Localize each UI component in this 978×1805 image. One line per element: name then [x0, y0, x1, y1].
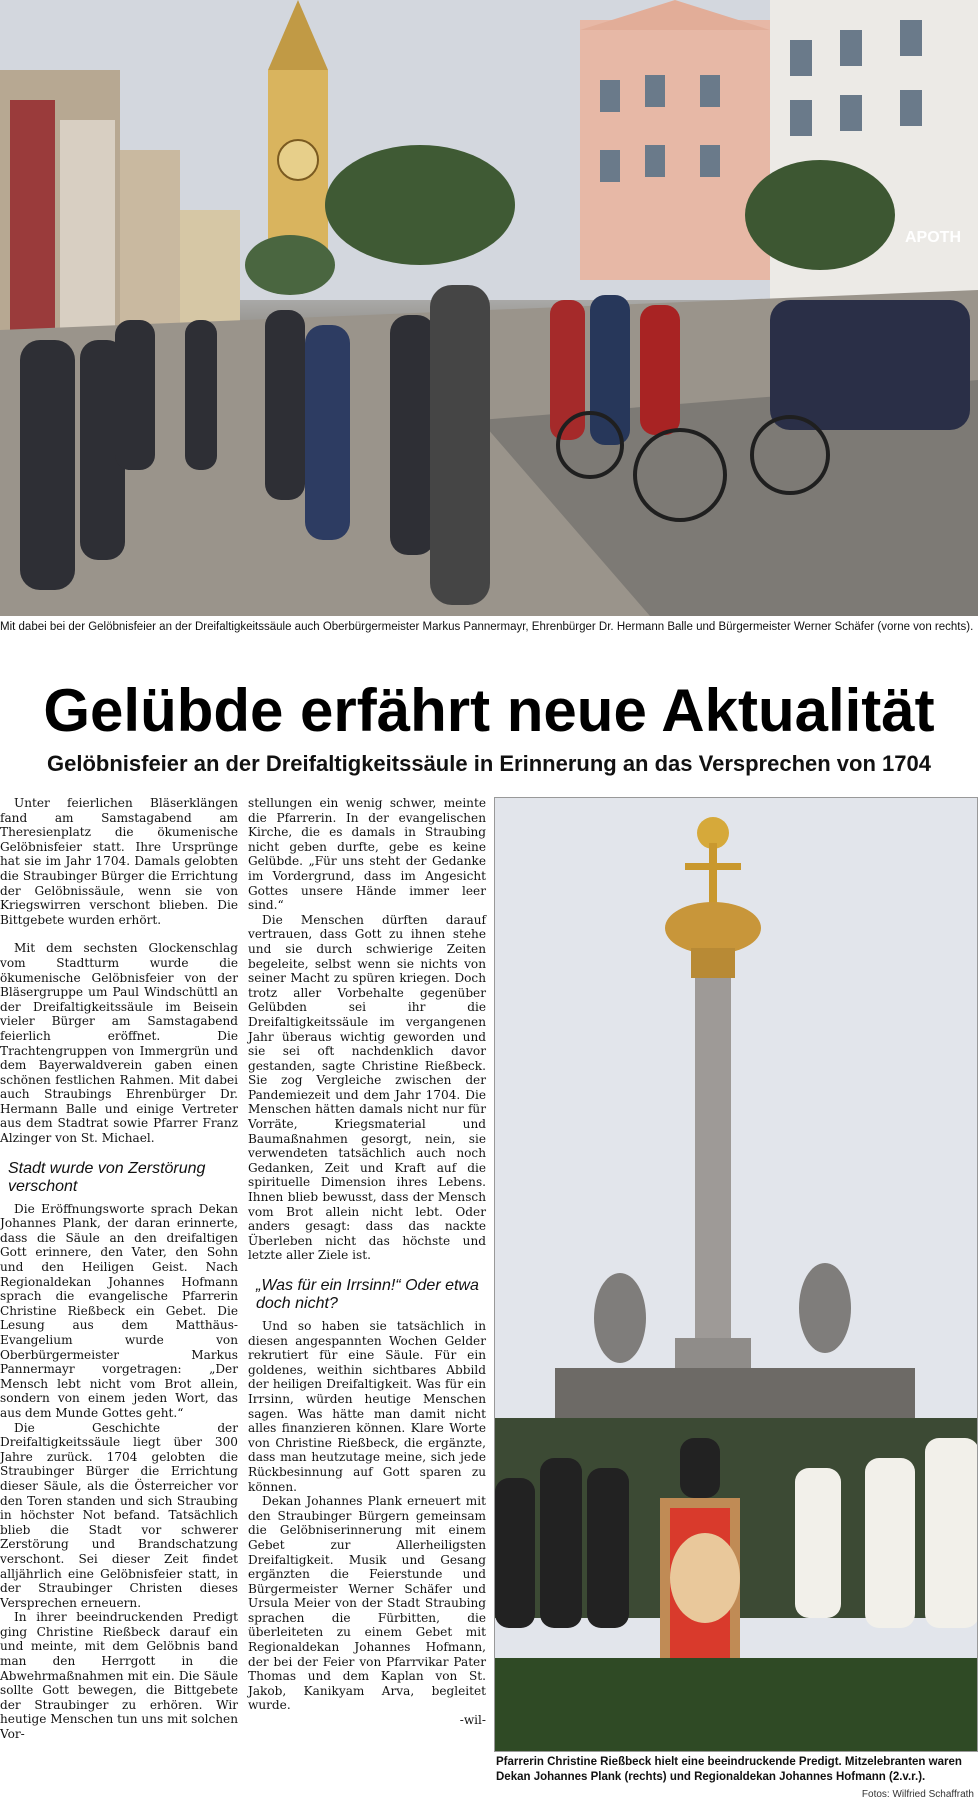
photo-credit: Fotos: Wilfried Schaffrath — [861, 1789, 974, 1800]
paragraph: Die Geschichte der Dreifaltigkeitssäule liegt über 300 Jahre zurück. 1704 gelobten die Straubinger Bürger die Errichtung dieser Säule, als die Österreicher vor den Toren standen und sich Straubing in höchster Not befand. Tatsächlich blieb die Stadt vor schwerer Zerstörung und Brandschatzung verschont. Sei dieser Zeit findet alljährlich eine Gelöbnisfeier statt, in der Straubinger Christen dieses Versprechen erneuern. — [0, 1420, 238, 1610]
article-headline: Gelübde erfährt neue Aktualität — [43, 677, 935, 744]
top-photo-illustration — [0, 0, 978, 616]
article-column-2 — [248, 796, 486, 1728]
paragraph: stellungen ein wenig schwer, meinte die Pfarrerin. In der evangelischen Kirche, die es damals in Straubing nicht geben durfte, gebe es keine Gelübde. „Für uns steht der Gedanke im Vordergrund, dass im Angesicht Gottes unsere Hände immer leer sind.“ — [248, 796, 486, 913]
section-subheading: Stadt wurde von Zerstörung verschont — [8, 1159, 206, 1195]
bottom-photo-illustration — [495, 798, 978, 1752]
pharmacy-sign-text: APOTH — [905, 229, 961, 246]
top-photo — [0, 0, 978, 616]
paragraph: In ihrer beeindruckenden Predigt ging Christine Rießbeck darauf ein und meinte, mit dem Gelöbnis band man den Herrgott in die Abwehrmaßnahmen mit ein. Die Säule sollte Gott bewegen, die Bittgebete der Straubinger zu erhören. Wir heutige Menschen tun uns mit solchen Vor- — [0, 1610, 238, 1742]
paragraph: Mit dem sechsten Glockenschlag vom Stadtturm wurde die ökumenische Gelöbnisfeier von der Bläsergruppe um Paul Windschüttl an der Dreifaltigkeitssäule im Beisein vieler Bürger am Samstagabend feierlich eröffnet. Die Trachtengruppen von Immergrün und dem Bayerwaldverein gaben einen schönen festlichen Rahmen. Mit dabei auch Straubings Ehrenbürger Dr. Hermann Balle und einige Vertreter aus dem Stadtrat sowie Pfarrer Franz Alzinger von St. Michael. — [0, 941, 238, 1146]
paragraph: Dekan Johannes Plank erneuert mit den Straubinger Bürgern gemeinsam die Gelöbniserinnerung mit einem Gebet zur Allerheiligsten Dreifaltigkeit. Musik und Gesang ergänzten die Feierstunde und Bürgermeister Werner Schäfer und Ursula Meier von der Stadt Straubing sprachen die Fürbitten, die überleiteten zu einem Gebet mit Regionaldekan Johannes Hofmann, der bei der Feier von Pfarrvikar Pater Thomas und dem Kaplan von St. Jakob, Kanikyam Arva, begleitet wurde. — [248, 1494, 486, 1713]
article-subheadline: Gelöbnisfeier an der Dreifaltigkeitssäule in Erinnerung an das Versprechen von 1704 — [47, 751, 931, 776]
article-column-1 — [0, 796, 238, 1742]
paragraph: Die Menschen dürften darauf vertrauen, dass Gott zu ihnen stehe und sie durch schwierige Zeiten begeleite, selbst wenn sie nichts von seiner Macht zu spüren kriegen. Doch trotz aller Vorbehalte gegenüber Gelübden sei ihr die Dreifaltigkeitssäule im vergangenen Jahr überaus wichtig geworden und sie sei oft nachdenklich davor gestanden, sagte Christine Rießbeck. Sie zog Vergleiche zwischen der Pandemiezeit und dem Jahr 1704. Die Menschen hätten damals nicht nur für Vorräte, Kriegsmaterial und Baumaßnahmen gesorgt, nein, sie verwendeten tatsächlich auch noch Gedanken, Zeit und Kraft auf die spirituelle Dimension ihres Lebens. Ihnen blieb bewusst, dass der Mensch vom Brot allein nicht lebt. Oder anders gesagt: dass das nackte Überleben nicht das höchste und letzte aller Ziele ist. — [248, 912, 486, 1263]
bottom-photo-caption: Pfarrerin Christine Rießbeck hielt eine beeindruckende Predigt. Mitzelebranten waren Dekan Johannes Plank (rechts) und Regionaldekan Johannes Hofmann (2.v.r.). — [496, 1756, 962, 1783]
top-photo-caption: Mit dabei bei der Gelöbnisfeier an der Dreifaltigkeitssäule auch Oberbürgermeister Markus Pannermayr, Ehrenbürger Dr. Hermann Balle und Bürgermeister Werner Schäfer (vorne von rechts). — [0, 621, 974, 633]
author-signature: -wil- — [459, 1713, 486, 1728]
paragraph: Die Eröffnungsworte sprach Dekan Johannes Plank, der daran erinnerte, dass die Säule an den dreifaltigen Gott erinnere, den Vater, den Sohn und den Heiligen Geist. Nach Regionaldekan Johannes Hofmann sprach die evangelische Pfarrerin Christine Rießbeck ein Gebet. Die Lesung aus dem Matthäus-Evangelium wurde von Oberbürgermeister Markus Pannermayr vorgetragen: „Der Mensch lebt nicht vom Brot allein, sondern von einem jeden Wort, das aus dem Munde Gottes geht.“ — [0, 1201, 238, 1420]
paragraph: Und so haben sie tatsächlich in diesen angespannten Wochen Gelder rekrutiert für eine Säule. Für ein goldenes, weithin sichtbares Abbild der heiligen Dreifaltigkeit. Was für ein Irrsinn, würden heutige Menschen sagen. Was hätte man damit nicht alles finanzieren können. Klare Worte von Christine Rießbeck, die ergänzte, dass man heutzutage meine, sich jede Rückbesinnung auf Gott sparen zu können. — [248, 1319, 486, 1494]
section-subheading: „Was für ein Irrsinn!“ Oder etwa doch nicht? — [256, 1277, 479, 1312]
paragraph: Unter feierlichen Bläserklängen fand am Samstagabend am Theresienplatz die ökumenische Gelöbnisfeier statt. Ihre Ursprünge hat sie im Jahr 1704. Damals gelobten die Straubinger Bürger die Errichtung der Gelöbnissäule, wenn sie von Kriegswirren verschont blieben. Die Bittgebete wurden erhört. — [0, 796, 238, 927]
bottom-photo — [494, 797, 978, 1752]
